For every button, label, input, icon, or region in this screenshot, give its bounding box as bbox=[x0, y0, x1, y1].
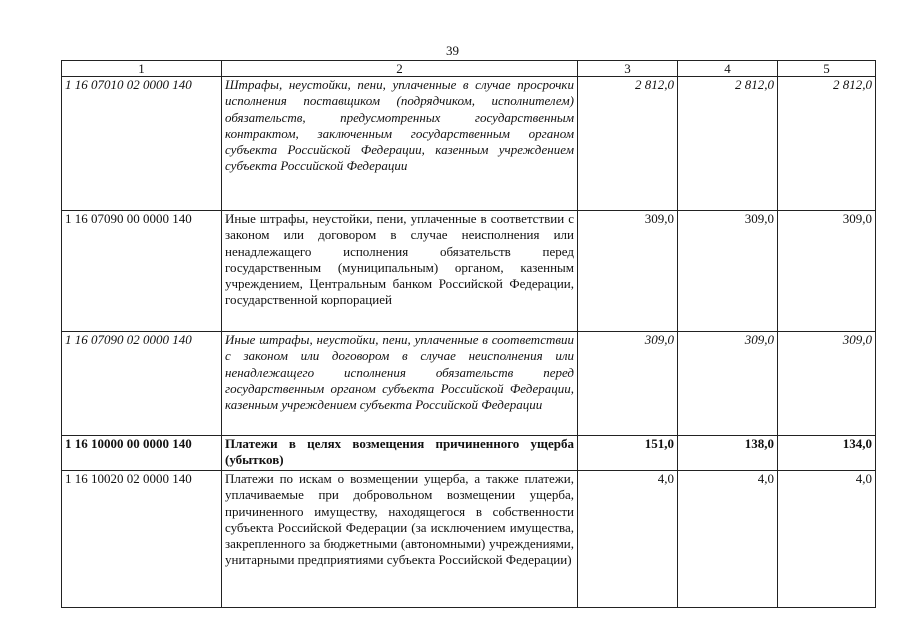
header-col-3: 3 bbox=[578, 61, 678, 77]
row-code: 1 16 07090 00 0000 140 bbox=[62, 211, 222, 332]
table-row bbox=[62, 211, 876, 332]
row-value-col5: 309,0 bbox=[778, 211, 876, 332]
table-row bbox=[62, 77, 876, 211]
row-value-col4: 2 812,0 bbox=[678, 77, 778, 211]
budget-table bbox=[61, 60, 876, 608]
header-col-1: 1 bbox=[62, 61, 222, 77]
table-row bbox=[62, 332, 876, 436]
row-value-col4: 138,0 bbox=[678, 436, 778, 471]
row-value-col3: 309,0 bbox=[578, 332, 678, 436]
row-value-col4: 309,0 bbox=[678, 332, 778, 436]
row-value-col4: 4,0 bbox=[678, 471, 778, 608]
table-row bbox=[62, 471, 876, 608]
row-value-col5: 134,0 bbox=[778, 436, 876, 471]
row-description: Иные штрафы, неустойки, пени, уплаченные в соответствии с законом или договором в случае неисполнения или ненадлежащего исполнения обязательств перед государственным органом субъекта Российской Федерации, казенным учреждением субъекта Российской Федерации bbox=[222, 332, 578, 436]
row-code: 1 16 07010 02 0000 140 bbox=[62, 77, 222, 211]
page-number: 39 bbox=[446, 43, 459, 58]
header-col-2: 2 bbox=[222, 61, 578, 77]
table-header-row bbox=[62, 61, 876, 77]
row-value-col5: 4,0 bbox=[778, 471, 876, 608]
row-code: 1 16 07090 02 0000 140 bbox=[62, 332, 222, 436]
row-value-col3: 2 812,0 bbox=[578, 77, 678, 211]
table-row bbox=[62, 436, 876, 471]
row-value-col3: 309,0 bbox=[578, 211, 678, 332]
row-description: Платежи в целях возмещения причиненного ущерба (убытков) bbox=[222, 436, 578, 471]
row-description: Штрафы, неустойки, пени, уплаченные в случае просрочки исполнения поставщиком (подрядчиком, исполнителем) обязательств, предусмотренных государственным контрактом, заключенным государственным органом субъекта Российской Федерации, казенным учреждением субъекта Российской Федерации bbox=[222, 77, 578, 211]
row-code: 1 16 10020 02 0000 140 bbox=[62, 471, 222, 608]
header-col-4: 4 bbox=[678, 61, 778, 77]
row-value-col3: 4,0 bbox=[578, 471, 678, 608]
row-value-col4: 309,0 bbox=[678, 211, 778, 332]
row-description: Иные штрафы, неустойки, пени, уплаченные в соответствии с законом или договором в случае неисполнения или ненадлежащего исполнения обязательств перед государственным (муниципальным) органом, казенным учреждением, Центральным банком Российской Федерации, государственной корпорацией bbox=[222, 211, 578, 332]
row-value-col5: 2 812,0 bbox=[778, 77, 876, 211]
header-col-5: 5 bbox=[778, 61, 876, 77]
row-description: Платежи по искам о возмещении ущерба, а также платежи, уплачиваемые при добровольном возмещении ущерба, причиненного имуществу, находящегося в собственности субъекта Российской Федерации (за исключением имущества, закрепленного за бюджетными (автономными) учреждениями, унитарными предприятиями субъекта Российской Федерации) bbox=[222, 471, 578, 608]
row-value-col5: 309,0 bbox=[778, 332, 876, 436]
row-code: 1 16 10000 00 0000 140 bbox=[62, 436, 222, 471]
row-value-col3: 151,0 bbox=[578, 436, 678, 471]
